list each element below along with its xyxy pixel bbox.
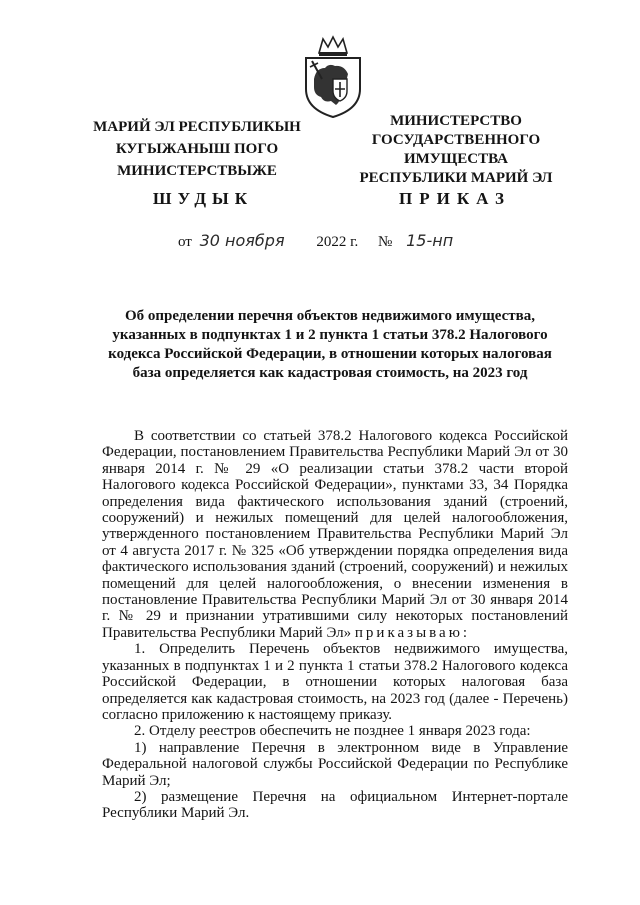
order-number: 15-нп (406, 231, 454, 250)
order-word: приказываю: (354, 624, 471, 641)
header-left-line: КУГЫЖАНЫШ ПОГО (115, 141, 279, 157)
ministry-name-russian (356, 112, 556, 188)
preamble-text: В соответствии со статьей 378.2 Налогового кодекса Российской Федерации, постановлением Правительства Республики Марий Эл от 30 января 2014 г. № 29 «О реализации статьи 378.2 части второй Налогового кодекса Российской Федерации», пунктами 33, 34 Порядка определения вида фактического использования зданий (строений, сооружений) и нежилых помещений для целей налогообложения, утвержденного постановлением Правительства Республики Марий Эл от 4 августа 2017 г. № 325 «Об утверждении порядка определения вида фактического использования зданий (строений, сооружений) и нежилых помещений для целей налогообложения, о внесении изменения в постановление Правительства Республики Марий Эл от 30 января 2014 г. № 29 и признании утратившими силу некоторых постановлений Правительства Республики Марий Эл» (102, 428, 568, 641)
document-body (102, 428, 568, 822)
item-2-2: 2) размещение Перечня на официальном Интернет-портале Республики Марий Эл. (102, 788, 568, 822)
date-line (178, 231, 453, 251)
doc-type-mari: ШУДЫК (152, 189, 254, 208)
preamble-paragraph (102, 428, 568, 641)
header-right-line: ИМУЩЕСТВА (403, 151, 509, 167)
header-right-line: РЕСПУБЛИКИ МАРИЙ ЭЛ (359, 170, 553, 186)
ministry-name-mari (92, 116, 302, 182)
number-sign: № (378, 234, 393, 250)
document-title: Об определении перечня объектов недвижимого имущества, указанных в подпунктах 1 и 2 пункта 1 статьи 378.2 Налогового кодекса Российской Федерации, в отношении которых налоговая база определяется как кадастровая стоимость, на 2023 год (108, 308, 552, 381)
header-left-line: МАРИЙ ЭЛ РЕСПУБЛИКЫН (93, 119, 301, 135)
item-2: 2. Отделу реестров обеспечить не позднее 1 января 2023 года: (134, 723, 531, 740)
doc-type-russian: ПРИКАЗ (399, 189, 511, 208)
date-year: 2022 г. (316, 234, 359, 250)
date-day-month: 30 ноября (199, 231, 285, 250)
header-right-line: ГОСУДАРСТВЕННОГО (371, 132, 541, 148)
header-right-line: МИНИСТЕРСТВО (390, 113, 522, 129)
coat-of-arms-icon (300, 35, 366, 119)
header-left-line: МИНИСТЕРСТВЫЖЕ (117, 163, 277, 179)
date-prefix: от (178, 234, 192, 250)
item-1: 1. Определить Перечень объектов недвижимого имущества, указанных в подпунктах 1 и 2 пункта 1 статьи 378.2 Налогового кодекса Российской Федерации, в отношении которых налоговая база определяется как кадастровая стоимость, на 2023 год (далее - Перечень) согласно приложению к настоящему приказу. (102, 641, 568, 723)
item-2-1: 1) направление Перечня в электронном виде в Управление Федеральной налоговой службы Российской Федерации по Республике Марий Эл; (102, 739, 568, 789)
